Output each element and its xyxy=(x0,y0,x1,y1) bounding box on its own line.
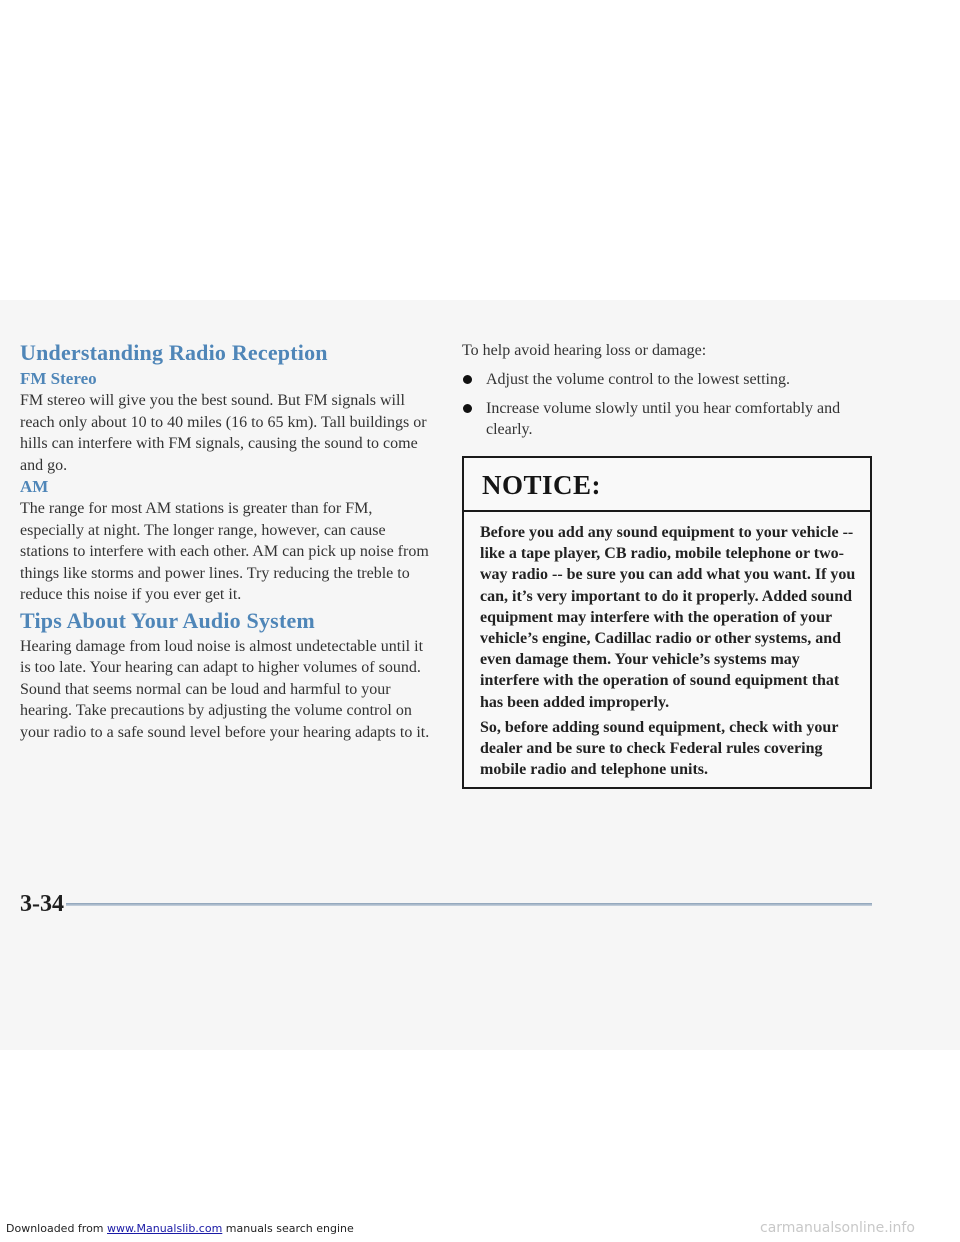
bullet-text: Adjust the volume control to the lowest setting. xyxy=(486,371,790,388)
manualslib-link[interactable]: www.Manualslib.com xyxy=(107,1222,223,1235)
list-item xyxy=(462,398,872,440)
bullet-icon xyxy=(463,375,472,384)
paragraph-am: The range for most AM stations is greater than for FM, especially at night. The longer range, however, can cause stations to interfere with each other. AM can pick up noise from things like storms and power lines. Try reducing the treble to reduce this noise if you ever get it. xyxy=(20,500,429,603)
banner-suffix: manuals search engine xyxy=(222,1222,354,1235)
download-banner xyxy=(6,1222,354,1235)
notice-header xyxy=(464,458,870,512)
page-number: 3-34 xyxy=(20,891,64,917)
subheading-fm-stereo: FM Stereo xyxy=(20,369,97,388)
hearing-intro: To help avoid hearing loss or damage: xyxy=(462,342,707,359)
paragraph-tips: Hearing damage from loud noise is almost undetectable until it is too late. Your hearing can adapt to higher volumes of sound. Sound that seems normal can be loud and harmful to your hearing. Take precautions by adjusting the volume control on your radio to a safe sound level before your hearing adapts to it. xyxy=(20,637,430,741)
notice-body xyxy=(464,512,870,780)
notice-paragraph-1: Before you add any sound equipment to your vehicle -- like a tape player, CB radio, mobile telephone or two-way radio -- be sure you can add what you want. If you can, it’s very important to do it properly. Added sound equipment may interfere with the operation of your vehicle’s engine, Cadillac radio or other systems, and even damage them. Your vehicle’s systems may interfere with the operation of sound equipment that has been added improperly. xyxy=(480,524,856,711)
right-column xyxy=(462,340,872,448)
paragraph-fm-stereo: FM stereo will give you the best sound. But FM signals will reach only about 10 to 40 miles (16 to 65 km). Tall buildings or hills can interfere with FM signals, causing the sound to come and go. xyxy=(20,392,427,474)
notice-box xyxy=(462,456,872,789)
subheading-am: AM xyxy=(20,477,49,496)
bullet-text: Increase volume slowly until you hear comfortably and clearly. xyxy=(486,400,841,438)
watermark-text: carmanualsonline.info xyxy=(760,1220,915,1236)
left-column xyxy=(20,338,432,743)
banner-prefix: Downloaded from xyxy=(6,1222,108,1235)
notice-title: NOTICE: xyxy=(482,470,602,500)
notice-paragraph-2: So, before adding sound equipment, check with your dealer and be sure to check Federal rules covering mobile radio and telephone units. xyxy=(480,718,839,779)
heading-tips-audio-system: Tips About Your Audio System xyxy=(20,607,315,633)
hearing-bullet-list xyxy=(462,369,872,440)
bullet-icon xyxy=(463,404,472,413)
footer-rule xyxy=(66,903,872,906)
list-item xyxy=(462,369,872,390)
heading-understanding-radio-reception: Understanding Radio Reception xyxy=(20,340,328,365)
